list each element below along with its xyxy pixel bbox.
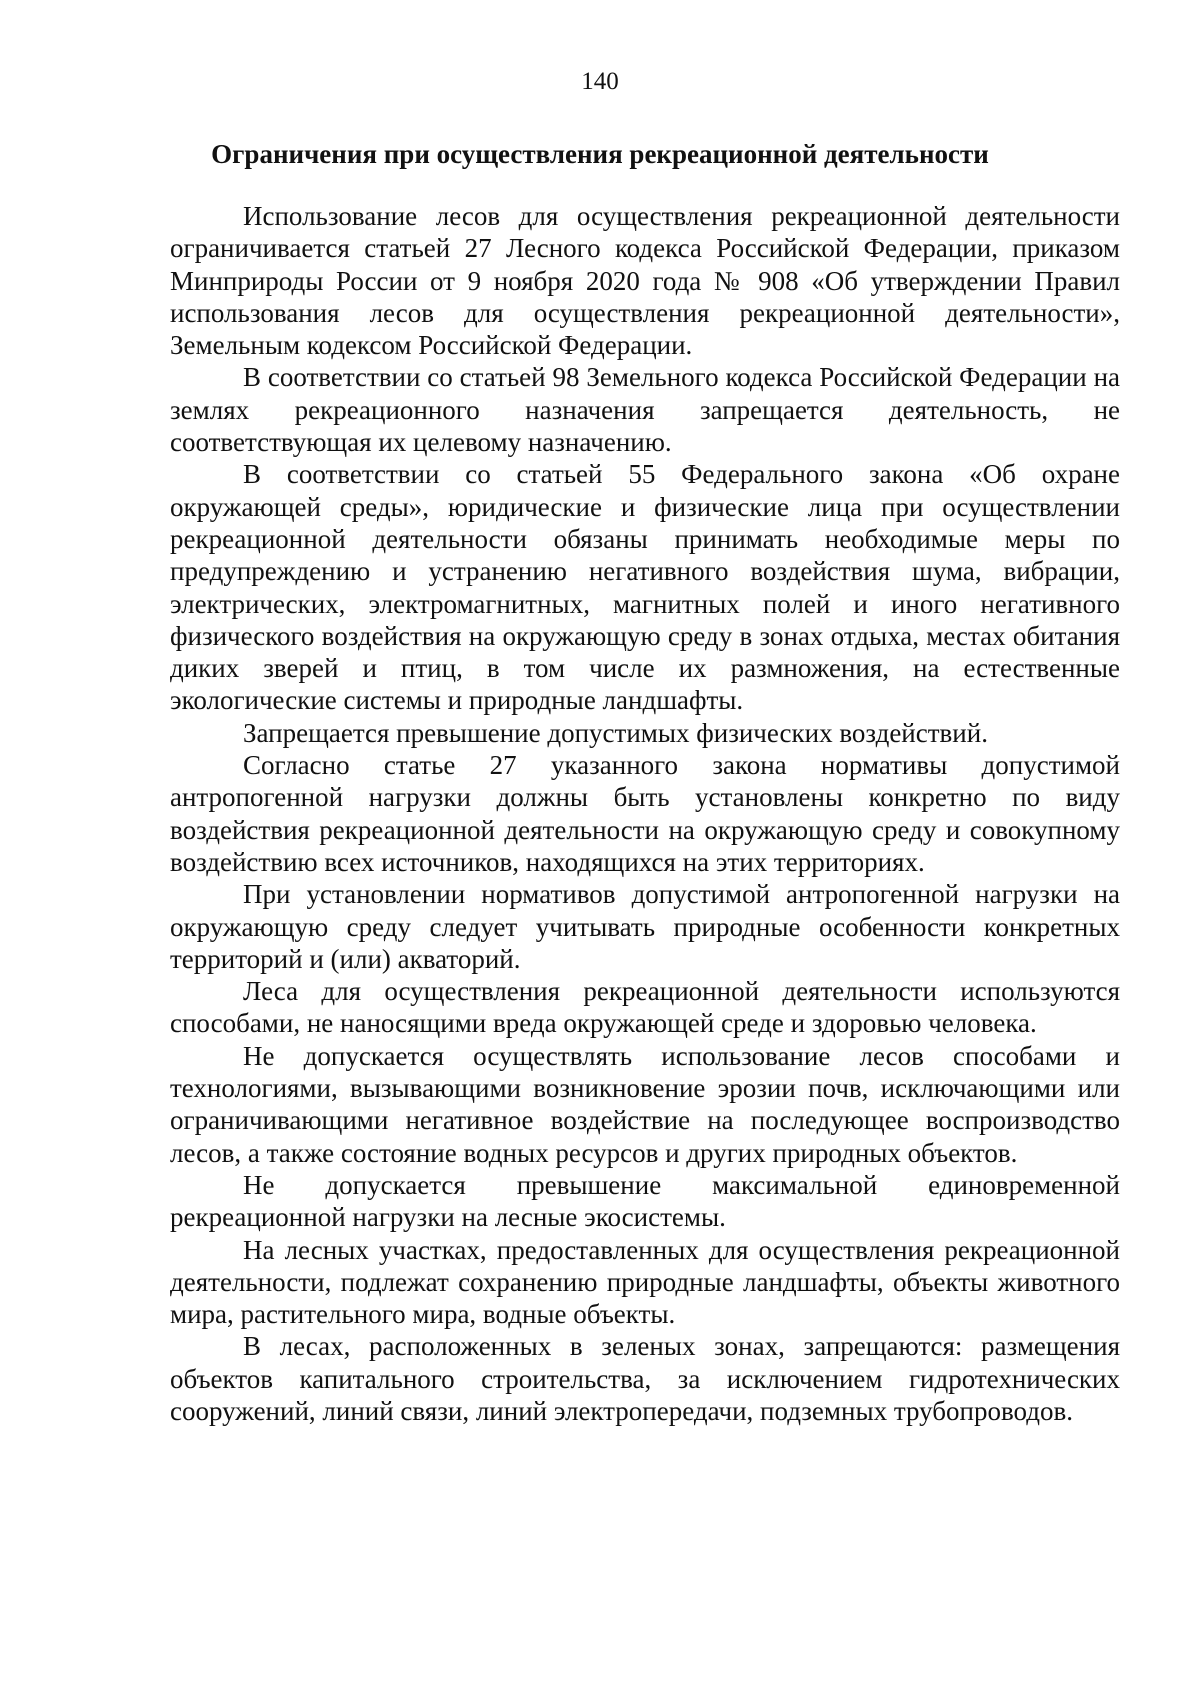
paragraph-natural-features: При установлении нормативов допустимой антропогенной нагрузки на окружающую среду следует учитывать природные особенности конкретных территорий и (или) акваторий. [170, 879, 1120, 974]
page-number: 140 [581, 68, 619, 95]
document-body [170, 200, 1120, 1427]
paragraph-green-zone-restrictions: В лесах, расположенных в зеленых зонах, запрещаются: размещения объектов капитального строительства, за исключением гидротехнических сооружений, линий связи, линий электропередачи, подземных трубопроводов. [170, 1331, 1120, 1426]
paragraph-anthropogenic-load-norms: Согласно статье 27 указанного закона нормативы допустимой антропогенной нагрузки должны быть установлены конкретно по виду воздействия рекреационной деятельности на окружающую среду и совокупному воздействию всех источников, находящихся на этих территориях. [170, 750, 1120, 877]
paragraph-physical-impact-ban: Запрещается превышение допустимых физических воздействий. [243, 717, 988, 748]
paragraph-environment-law-article-55: В соответствии со статьей 55 Федерального закона «Об охране окружающей среды», юридические и физические лица при осуществлении рекреационной деятельности обязаны принимать необходимые меры по предупреждению и устранению негативного воздействия шума, вибрации, электрических, электромагнитных, магнитных полей и иного негативного физического воздействия на окружающую среду в зонах отдыха, местах обитания диких зверей и птиц, в том числе их размножения, на естественные экологические системы и природные ландшафты. [170, 459, 1120, 716]
paragraph-land-code-article-98: В соответствии со статьей 98 Земельного кодекса Российской Федерации на землях рекреационного назначения запрещается деятельность, не соответствующая их целевому назначению. [170, 362, 1120, 458]
document-title: Ограничения при осуществления рекреационной деятельности [211, 139, 989, 169]
paragraph-legal-basis: Использование лесов для осуществления рекреационной деятельности ограничивается статьей 27 Лесного кодекса Российской Федерации, приказом Минприроды России от 9 ноября 2020 года № 908 «Об утверждении Правил использования лесов для осуществления рекреационной деятельности», Земельным кодексом Российской Федерации. [170, 201, 1120, 361]
paragraph-max-load-limit: Не допускается превышение максимальной единовременной рекреационной нагрузки на лесные экосистемы. [170, 1169, 1120, 1233]
paragraph-erosion-prohibition: Не допускается осуществлять использование лесов способами и технологиями, вызывающими возникновение эрозии почв, исключающими или ограничивающими негативное воздействие на последующее воспроизводство лесов, а также состояние водных ресурсов и других природных объектов. [170, 1040, 1120, 1168]
paragraph-landscape-preservation: На лесных участках, предоставленных для осуществления рекреационной деятельности, подлежат сохранению природные ландшафты, объекты животного мира, растительного мира, водные объекты. [170, 1234, 1120, 1330]
paragraph-harmless-methods: Леса для осуществления рекреационной деятельности используются способами, не наносящими вреда окружающей среде и здоровью человека. [170, 976, 1120, 1039]
